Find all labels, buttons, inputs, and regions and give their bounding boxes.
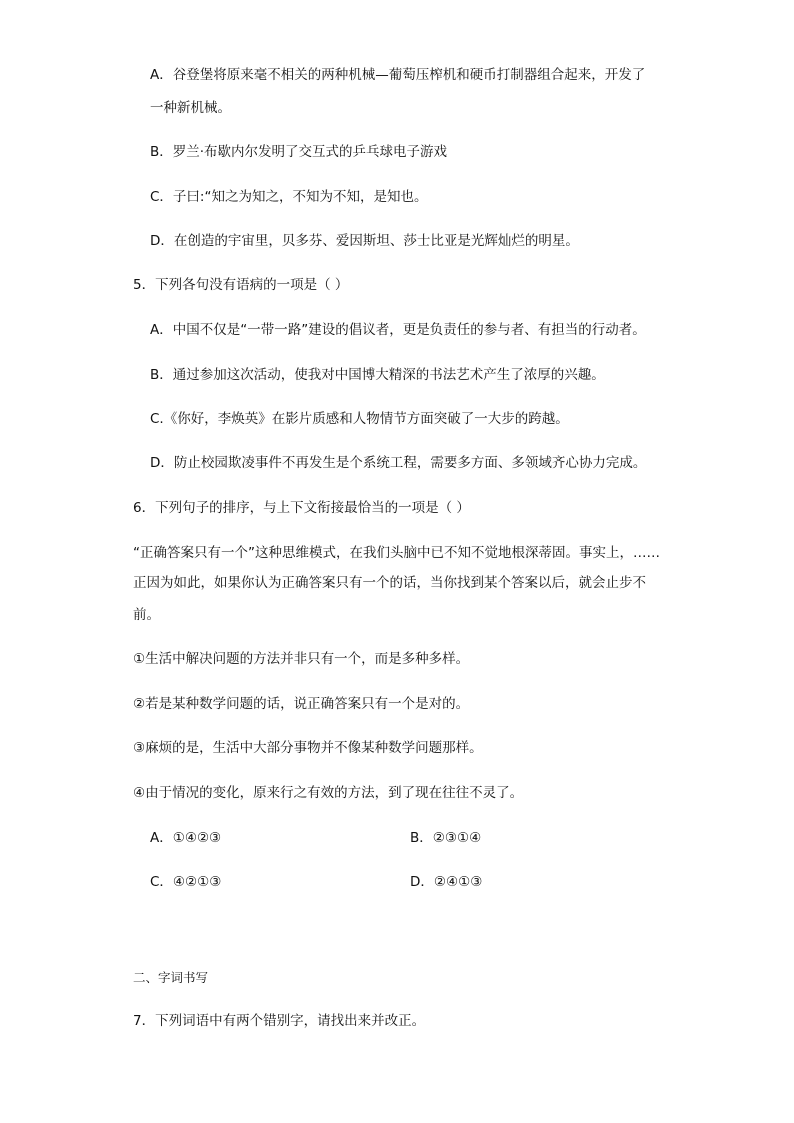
q4-option-b: B．罗兰·布歇内尔发明了交互式的乒乓球电子游戏 <box>150 144 448 160</box>
q5-option-c: C.《你好，李焕英》在影片质感和人物情节方面突破了一大步的跨越。 <box>150 411 569 427</box>
q4-option-a-line1: A．谷登堡将原来毫不相关的两种机械—葡萄压榨机和硬币打制器组合起来，开发了 <box>150 67 646 83</box>
q6-option-c: C．④②①③ <box>150 874 222 890</box>
q5-option-b: B．通过参加这次活动，使我对中国博大精深的书法艺术产生了浓厚的兴趣。 <box>150 367 605 383</box>
q6-sentence-1: ①生活中解决问题的方法并非只有一个，而是多种多样。 <box>133 651 470 667</box>
q6-stem: 6．下列句子的排序，与上下文衔接最恰当的一项是（ ） <box>133 500 470 516</box>
q6-sentence-3: ③麻烦的是，生活中大部分事物并不像某种数学问题那样。 <box>133 740 483 756</box>
q6-paragraph-line3: 前。 <box>133 607 160 623</box>
q5-option-a: A．中国不仅是“一带一路”建设的倡议者，更是负责任的参与者、有担当的行动者。 <box>150 322 646 338</box>
q4-option-a-line2: 一种新机械。 <box>150 100 231 116</box>
q6-paragraph-line2: 正因为如此，如果你认为正确答案只有一个的话，当你找到某个答案以后，就会止步不 <box>133 575 646 591</box>
q5-option-d: D．防止校园欺凌事件不再发生是个系统工程，需要多方面、多领域齐心协力完成。 <box>150 455 647 471</box>
q6-paragraph-line1: “正确答案只有一个”这种思维模式，在我们头脑中已不知不觉地根深蒂固。事实上，…… <box>133 545 660 561</box>
q6-sentence-2: ②若是某种数学问题的话，说正确答案只有一个是对的。 <box>133 696 470 712</box>
q6-option-d: D．②④①③ <box>410 874 483 890</box>
q4-option-c: C．子曰:“知之为知之，不知为不知，是知也。 <box>150 189 428 205</box>
q7-stem: 7．下列词语中有两个错别字，请找出来并改正。 <box>133 1013 426 1029</box>
q4-option-d: D．在创造的宇宙里，贝多芬、爱因斯坦、莎士比亚是光辉灿烂的明星。 <box>150 233 579 249</box>
section-title: 二、字词书写 <box>133 970 209 985</box>
q6-option-b: B．②③①④ <box>410 830 482 846</box>
q5-stem: 5．下列各句没有语病的一项是（ ） <box>133 277 349 293</box>
q6-option-a: A．①④②③ <box>150 830 222 846</box>
q6-sentence-4: ④由于情况的变化，原来行之有效的方法，到了现在往往不灵了。 <box>133 785 524 801</box>
